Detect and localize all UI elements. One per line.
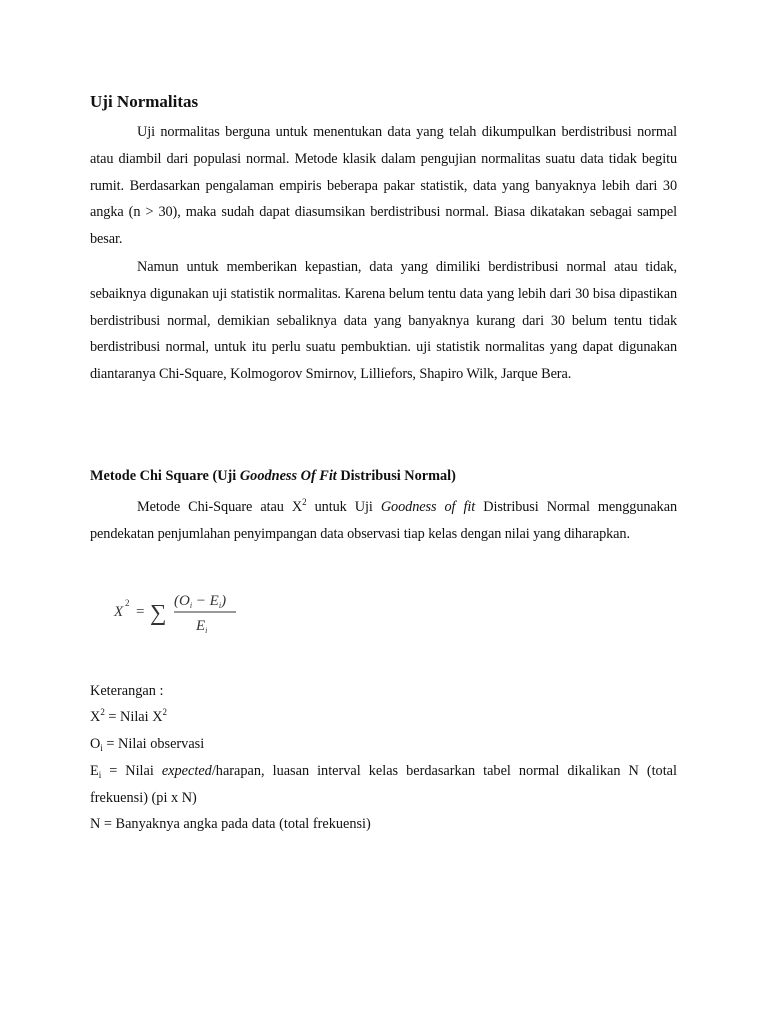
formula-denominator-letter: E xyxy=(196,618,206,634)
formula-numerator-sub: i xyxy=(189,601,193,610)
formula-numerator-open: (O xyxy=(174,593,190,609)
keterangan-title: Keterangan : xyxy=(90,683,164,699)
subscript: i xyxy=(100,743,103,753)
formula-lhs: X xyxy=(114,604,124,620)
subscript: i xyxy=(98,770,102,780)
keterangan-text: = Nilai xyxy=(101,763,162,779)
keterangan-expected xyxy=(90,758,677,812)
keterangan-text: E xyxy=(90,763,99,779)
formula-lhs-exponent: 2 xyxy=(125,598,130,608)
keterangan-x-squared xyxy=(90,704,677,731)
superscript: 2 xyxy=(302,497,307,507)
formula-equals: = xyxy=(136,604,145,620)
keterangan-text: /harapan, luasan interval kelas berdasarkan tabel normal dikalikan N (total frekuensi) (pi x N) xyxy=(90,763,677,806)
formula-numerator-sub: i xyxy=(218,601,222,610)
section-title-uji-normalitas: Uji Normalitas xyxy=(90,92,199,111)
heading-text: Metode Chi Square (Uji xyxy=(90,468,240,484)
paragraph-text: untuk Uji xyxy=(306,499,381,515)
chi-square-formula xyxy=(108,582,248,638)
keterangan-text: O xyxy=(90,736,101,752)
heading-italic-text: Goodness Of Fit xyxy=(239,468,337,484)
paragraph-normalitas-uji: Namun untuk memberikan kepastian, data yang dimiliki berdistribusi normal atau tidak, sebaiknya digunakan uji statistik normalitas. Karena belum tentu data yang lebih dari 30 bisa dipastikan berdistribusi normal, demikian sebaliknya data yang banyaknya kurang dari 30 belum tentu tidak berdistribusi normal, untuk itu perlu suatu pembuktian. uji statistik normalitas yang dapat digunakan diantaranya Chi-Square, Kolmogorov Smirnov, Lilliefors, Shapiro Wilk, Jarque Bera. xyxy=(90,259,677,383)
paragraph-chi-square xyxy=(90,494,677,548)
formula-numerator-close: ) xyxy=(221,593,227,609)
keterangan-observasi xyxy=(90,731,677,758)
formula-numerator xyxy=(174,593,226,610)
paragraph-text: Distribusi Normal menggunakan pendekatan penjumlahan penyimpangan data observasi tiap kelas dengan nilai yang diharapkan. xyxy=(90,499,678,542)
keterangan-text: = Nilai X xyxy=(104,709,163,725)
formula-numerator-minus: − E xyxy=(192,593,219,609)
keterangan-italic-text: expected xyxy=(161,763,212,779)
paragraph-text: Metode Chi-Square atau X xyxy=(137,499,303,515)
keterangan-n: N = Banyaknya angka pada data (total frekuensi) xyxy=(90,816,371,832)
section-title-chi-square xyxy=(90,468,456,485)
formula-denominator xyxy=(195,618,207,635)
heading-text: Distribusi Normal) xyxy=(336,468,456,484)
keterangan-text: = Nilai observasi xyxy=(102,736,205,752)
paragraph-italic-text: Goodness of fit xyxy=(380,499,476,515)
superscript: 2 xyxy=(162,707,168,717)
paragraph-normalitas-intro: Uji normalitas berguna untuk menentukan data yang telah dikumpulkan berdistribusi normal atau diambil dari populasi normal. Metode klasik dalam pengujian normalitas suatu data tidak begitu rumit. Berdasarkan pengalaman empiris beberapa pakar statistik, data yang banyaknya lebih dari 30 angka (n > 30), maka sudah dapat diasumsikan berdistribusi normal. Biasa dikatakan sebagai sampel besar. xyxy=(90,124,677,248)
keterangan-text: X xyxy=(90,709,101,725)
formula-sum-symbol: ∑ xyxy=(150,600,167,625)
formula-denominator-sub: i xyxy=(205,626,208,635)
superscript: 2 xyxy=(100,707,105,717)
